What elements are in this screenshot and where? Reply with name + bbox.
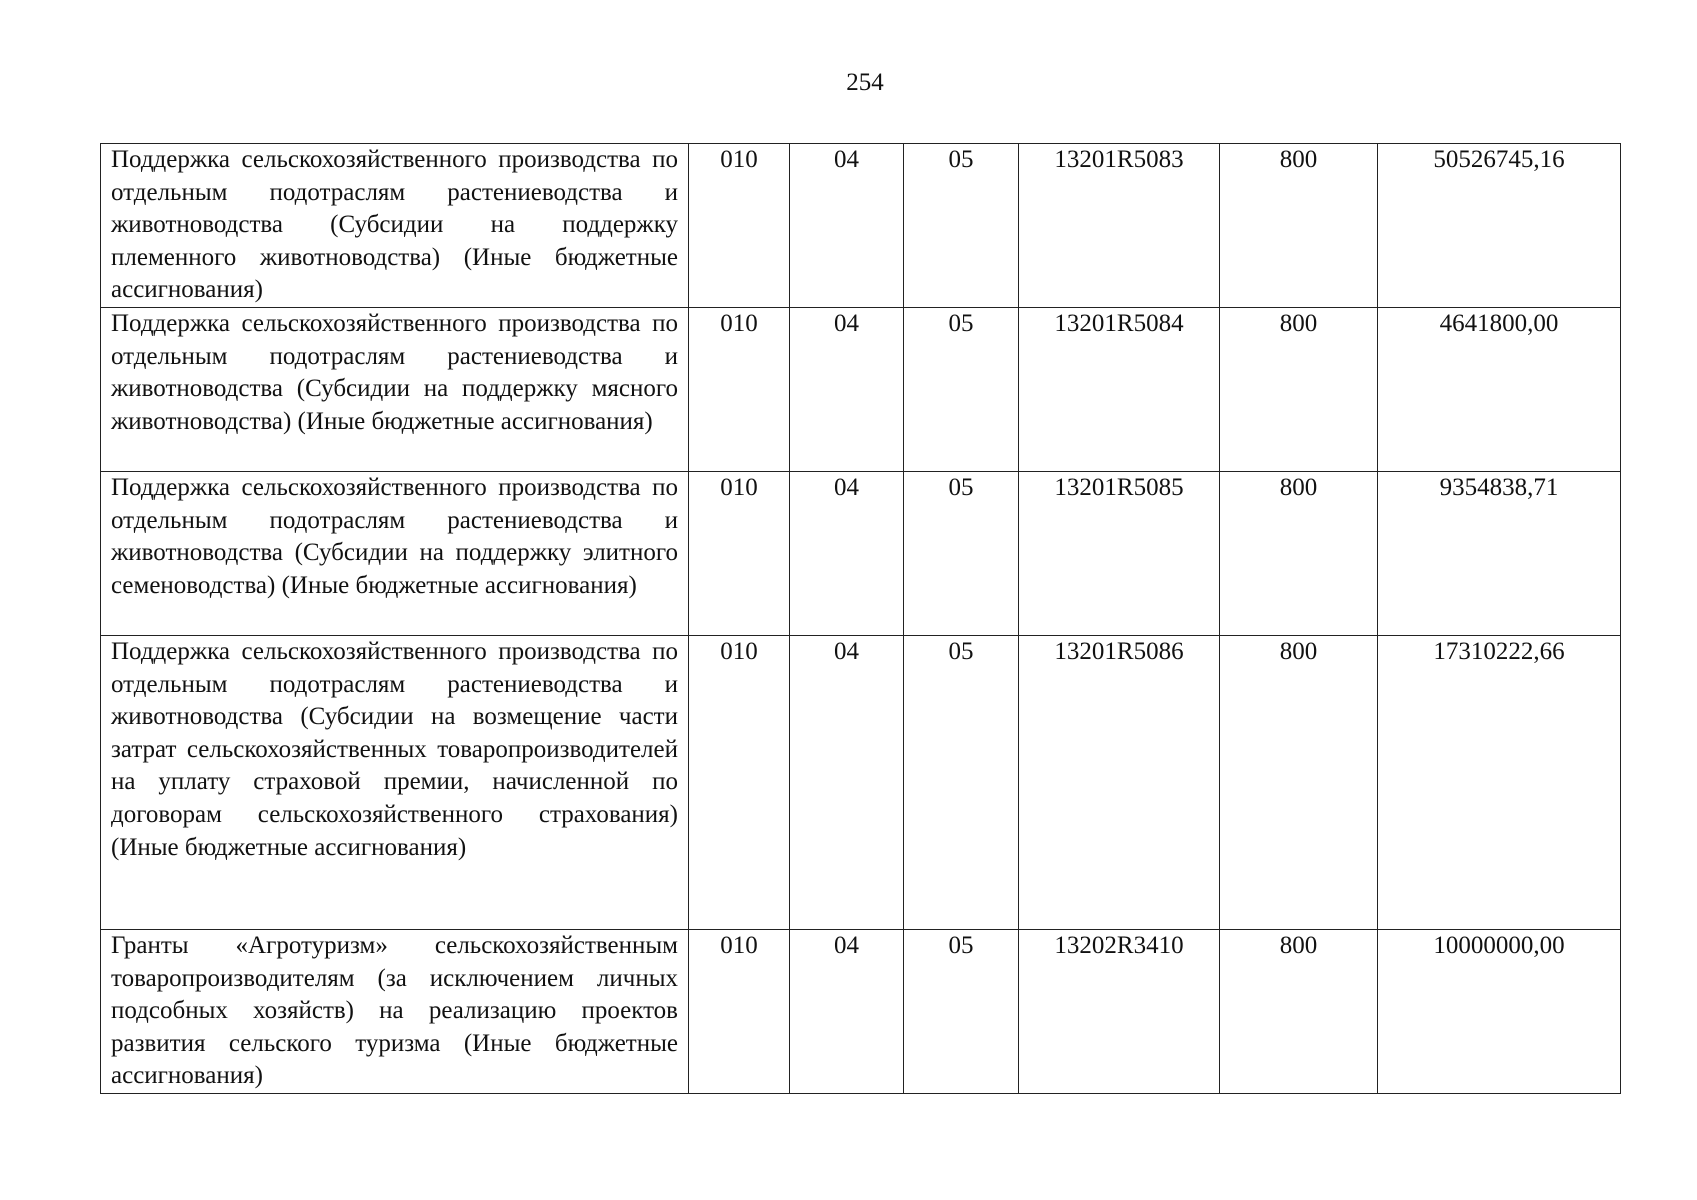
row-target-code: 13201R5085 — [1019, 472, 1220, 636]
row-code-2: 04 — [790, 636, 904, 930]
row-code-3: 05 — [904, 930, 1019, 1094]
row-amount: 9354838,71 — [1378, 472, 1621, 636]
budget-table — [100, 143, 1621, 1094]
row-code-2: 04 — [790, 308, 904, 472]
row-expense-type: 800 — [1220, 636, 1378, 930]
row-code-3: 05 — [904, 308, 1019, 472]
row-amount: 4641800,00 — [1378, 308, 1621, 472]
row-code-1: 010 — [689, 636, 790, 930]
row-code-3: 05 — [904, 144, 1019, 308]
row-description: Гранты «Агротуризм» сельскохозяйственным товаропроизводителям (за исключением личных подсобных хозяйств) на реализацию проектов развития сельского туризма (Иные бюджетные ассигнования) — [101, 930, 689, 1094]
table-row — [101, 472, 1621, 636]
row-description: Поддержка сельскохозяйственного производства по отдельным подотраслям растениеводства и животноводства (Субсидии на поддержку элитного семеноводства) (Иные бюджетные ассигнования) — [101, 472, 689, 636]
row-code-2: 04 — [790, 930, 904, 1094]
row-code-1: 010 — [689, 144, 790, 308]
table-row — [101, 144, 1621, 308]
table-row — [101, 930, 1621, 1094]
row-target-code: 13202R3410 — [1019, 930, 1220, 1094]
row-code-3: 05 — [904, 636, 1019, 930]
row-amount: 17310222,66 — [1378, 636, 1621, 930]
row-description: Поддержка сельскохозяйственного производства по отдельным подотраслям растениеводства и животноводства (Субсидии на поддержку мясного животноводства) (Иные бюджетные ассигнования) — [101, 308, 689, 472]
row-code-3: 05 — [904, 472, 1019, 636]
row-expense-type: 800 — [1220, 144, 1378, 308]
row-expense-type: 800 — [1220, 930, 1378, 1094]
row-code-1: 010 — [689, 930, 790, 1094]
row-amount: 50526745,16 — [1378, 144, 1621, 308]
table-row — [101, 308, 1621, 472]
row-expense-type: 800 — [1220, 308, 1378, 472]
row-description: Поддержка сельскохозяйственного производства по отдельным подотраслям растениеводства и животноводства (Субсидии на возмещение части затрат сельскохозяйственных товаропроизводителей на уплату страховой премии, начисленной по договорам сельскохозяйственного страхования) (Иные бюджетные ассигнования) — [101, 636, 689, 930]
row-expense-type: 800 — [1220, 472, 1378, 636]
table-row — [101, 636, 1621, 930]
row-code-2: 04 — [790, 144, 904, 308]
page-number: 254 — [846, 69, 884, 96]
row-code-2: 04 — [790, 472, 904, 636]
row-code-1: 010 — [689, 308, 790, 472]
row-target-code: 13201R5086 — [1019, 636, 1220, 930]
row-target-code: 13201R5083 — [1019, 144, 1220, 308]
row-code-1: 010 — [689, 472, 790, 636]
row-description: Поддержка сельскохозяйственного производства по отдельным подотраслям растениеводства и животноводства (Субсидии на поддержку племенного животноводства) (Иные бюджетные ассигнования) — [101, 144, 689, 308]
row-amount: 10000000,00 — [1378, 930, 1621, 1094]
row-target-code: 13201R5084 — [1019, 308, 1220, 472]
